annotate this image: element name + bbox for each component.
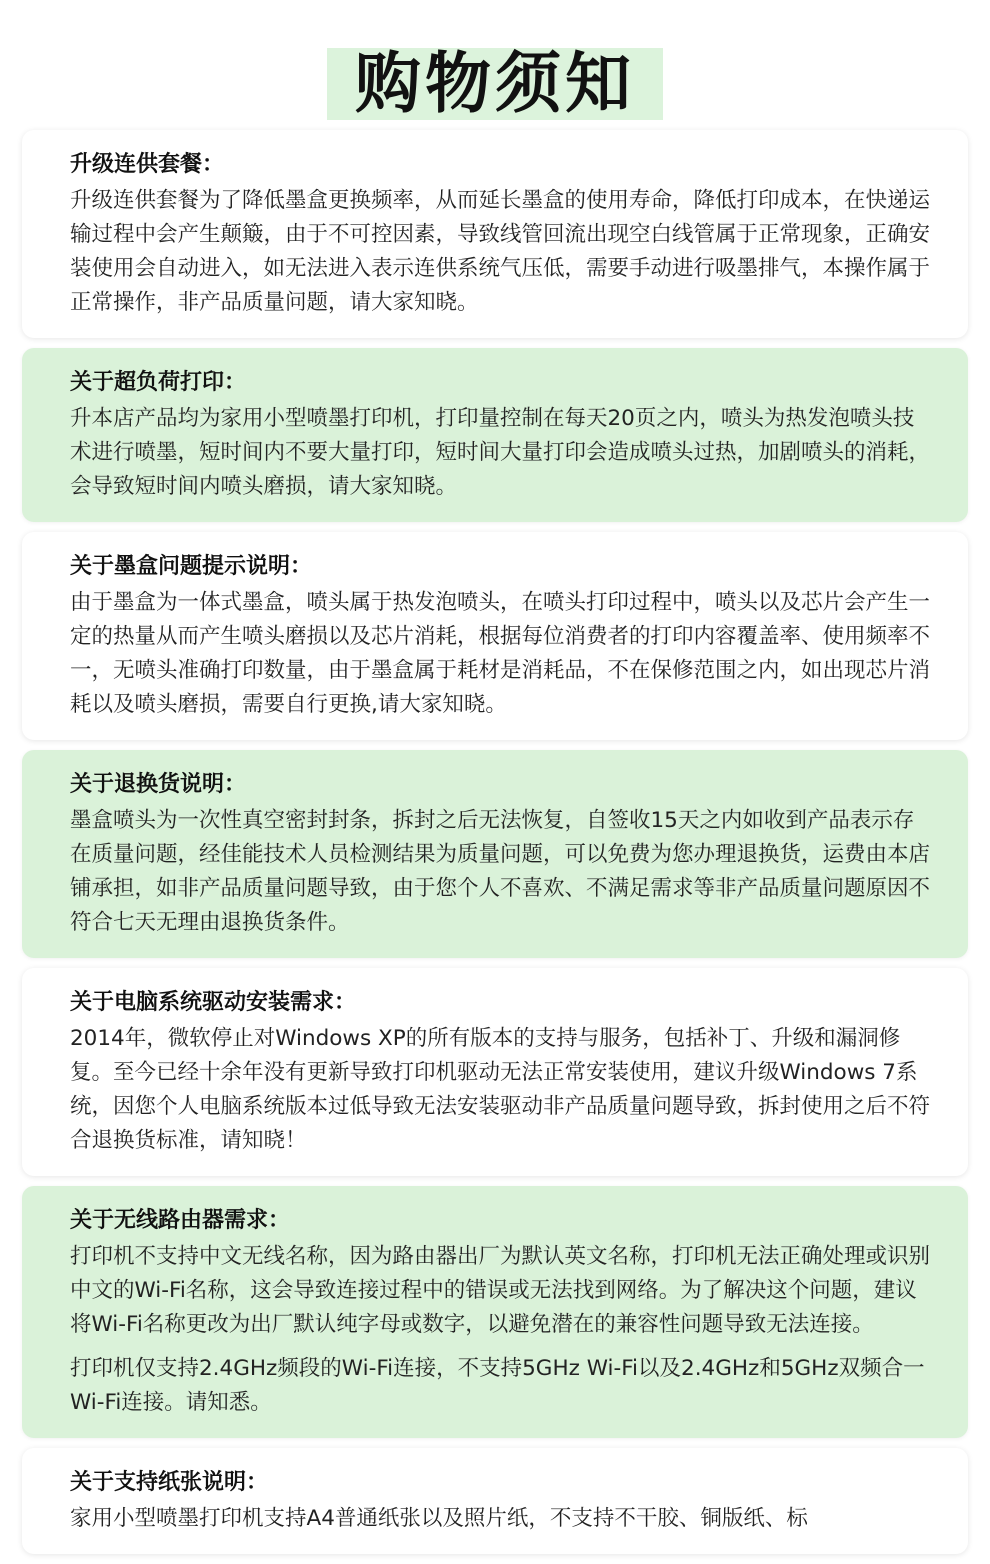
notice-card-paper-support (22, 1448, 968, 1554)
notice-heading: 关于超负荷打印： (70, 370, 247, 395)
notice-heading: 关于电脑系统驱动安装需求： (70, 990, 357, 1015)
notice-heading: 关于无线路由器需求： (70, 1208, 291, 1233)
notice-paragraph: 打印机仅支持2.4GHz频段的Wi-Fi连接，不支持5GHz Wi-Fi以及2.4GHz和5GHz双频合一Wi-Fi连接。请知悉。 (70, 1356, 925, 1415)
notice-list (22, 130, 968, 1564)
notice-paragraph: 由于墨盒为一体式墨盒，喷头属于热发泡喷头，在喷头打印过程中，喷头以及芯片会产生一定的热量从而产生喷头磨损以及芯片消耗，根据每位消费者的打印内容覆盖率、使用频率不一，无喷头准确打印数量，由于墨盒属于耗材是消耗品，不在保修范围之内，如出现芯片消耗以及喷头磨损，需要自行更换,请大家知晓。 (70, 590, 931, 717)
page-header (0, 45, 990, 122)
notice-card-returns (22, 750, 968, 958)
notice-paragraph: 家用小型喷墨打印机支持A4普通纸张以及照片纸，不支持不干胶、铜版纸、标 (70, 1506, 808, 1531)
notice-paragraph: 2014年，微软停止对Windows XP的所有版本的支持与服务，包括补丁、升级和漏洞修复。至今已经十余年没有更新导致打印机驱动无法正常安装使用，建议升级Windows 7系统，因您个人电脑系统版本过低导致无法安装驱动非产品质量问题导致，拆封使用之后不符合退换货标准，请知晓！ (70, 1026, 931, 1153)
notice-card-cartridge-issues (22, 532, 968, 740)
notice-heading: 关于墨盒问题提示说明： (70, 554, 313, 579)
notice-card-overload-printing (22, 348, 968, 522)
notice-paragraph: 墨盒喷头为一次性真空密封封条，拆封之后无法恢复，自签收15天之内如收到产品表示存在质量问题，经佳能技术人员检测结果为质量问题，可以免费为您办理退换货，运费由本店铺承担，如非产品质量问题导致，由于您个人不喜欢、不满足需求等非产品质量问题原因不符合七天无理由退换货条件。 (70, 808, 931, 935)
notice-paragraph: 升级连供套餐为了降低墨盒更换频率，从而延长墨盒的使用寿命，降低打印成本，在快递运输过程中会产生颠簸，由于不可控因素，导致线管回流出现空白线管属于正常现象，正确安装使用会自动进入，如无法进入表示连供系统气压低，需要手动进行吸墨排气，本操作属于正常操作，非产品质量问题，请大家知晓。 (70, 188, 931, 315)
notice-paragraph: 升本店产品均为家用小型喷墨打印机，打印量控制在每天20页之内，喷头为热发泡喷头技术进行喷墨，短时间内不要大量打印，短时间大量打印会造成喷头过热，加剧喷头的消耗，会导致短时间内喷头磨损，请大家知晓。 (70, 406, 931, 499)
notice-heading: 关于退换货说明： (70, 772, 247, 797)
notice-card-wireless-router (22, 1186, 968, 1438)
notice-card-upgrade-ciss (22, 130, 968, 338)
notice-heading: 关于支持纸张说明： (70, 1470, 269, 1495)
notice-heading: 升级连供套餐： (70, 152, 225, 177)
notice-paragraph: 打印机不支持中文无线名称，因为路由器出厂为默认英文名称，打印机无法正确处理或识别中文的Wi-Fi名称，这会导致连接过程中的错误或无法找到网络。为了解决这个问题，建议将Wi-Fi名称更改为出厂默认纯字母或数字，以避免潜在的兼容性问题导致无法连接。 (70, 1244, 931, 1337)
page-title: 购物须知 (327, 48, 663, 120)
notice-card-driver-install (22, 968, 968, 1176)
